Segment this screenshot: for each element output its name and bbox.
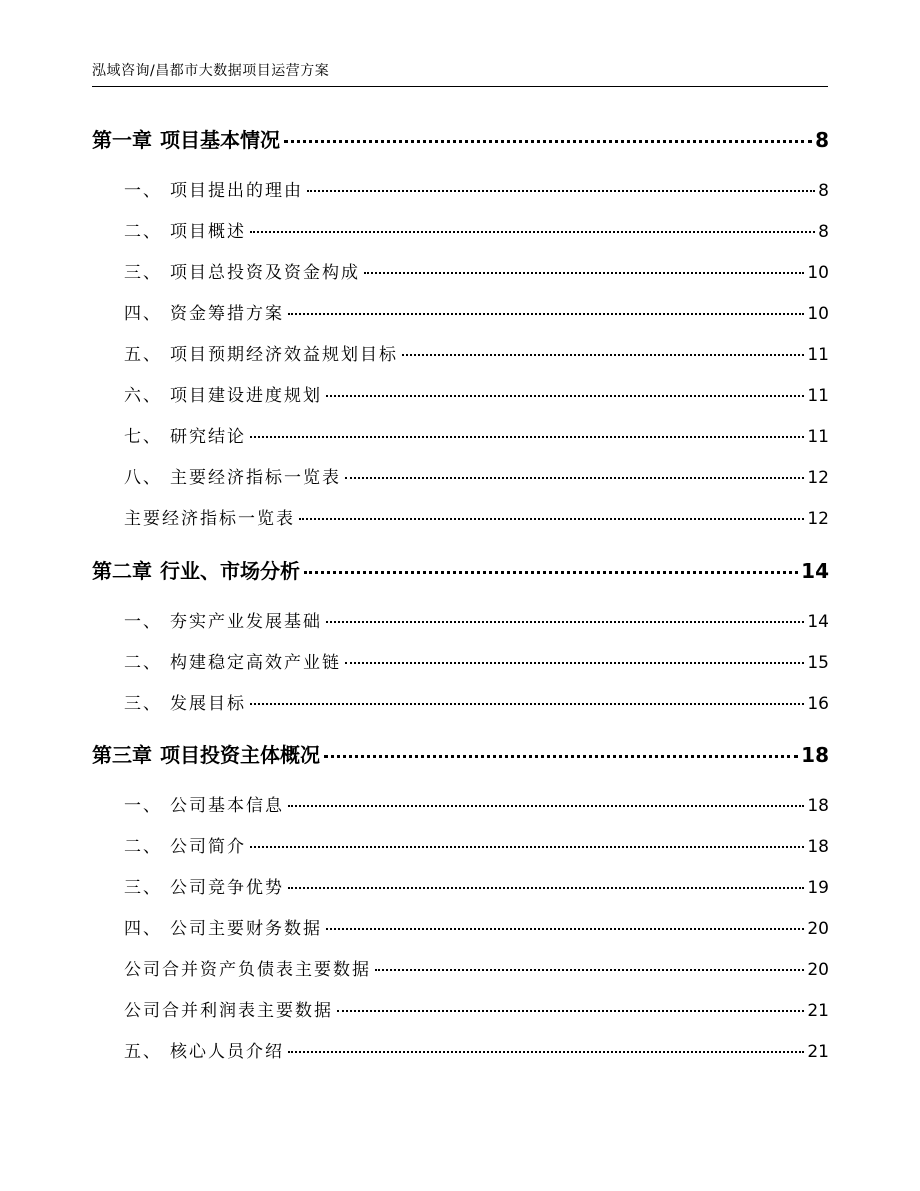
page-number: 15 <box>807 653 829 673</box>
section-number: 五、 <box>124 345 162 365</box>
section-title: 公司竞争优势 <box>170 878 284 898</box>
toc-entry[interactable] <box>124 689 829 714</box>
page-number: 10 <box>807 304 829 324</box>
page-number: 11 <box>807 345 829 365</box>
page-number: 21 <box>807 1001 829 1021</box>
section-title: 发展目标 <box>170 694 246 714</box>
page-number: 18 <box>807 837 829 857</box>
page-number: 11 <box>807 386 829 406</box>
dot-leader <box>288 887 804 889</box>
page-number: 12 <box>807 468 829 488</box>
section-number: 一、 <box>124 612 162 632</box>
section-title: 主要经济指标一览表 <box>124 509 295 529</box>
dot-leader <box>345 477 804 479</box>
toc-entry[interactable] <box>124 607 829 632</box>
section-number: 四、 <box>124 919 162 939</box>
section-number: 三、 <box>124 694 162 714</box>
toc-entry[interactable] <box>124 648 829 673</box>
dot-leader <box>299 518 804 520</box>
section-number: 四、 <box>124 304 162 324</box>
section-title: 构建稳定高效产业链 <box>170 653 341 673</box>
page-number: 8 <box>818 222 829 242</box>
page-number: 10 <box>807 263 829 283</box>
header-title: 泓域咨询/昌都市大数据项目运营方案 <box>92 63 330 79</box>
dot-leader <box>288 805 804 807</box>
section-number: 三、 <box>124 878 162 898</box>
dot-leader <box>324 755 798 758</box>
chapter-number: 第二章 <box>92 559 152 583</box>
section-number: 八、 <box>124 468 162 488</box>
toc-entry[interactable] <box>124 381 829 406</box>
section-title: 公司简介 <box>170 837 246 857</box>
section-number: 五、 <box>124 1042 162 1062</box>
section-title: 公司合并资产负债表主要数据 <box>124 960 371 980</box>
toc-entry-table[interactable] <box>124 504 829 529</box>
toc-entry[interactable] <box>124 832 829 857</box>
section-number: 一、 <box>124 181 162 201</box>
dot-leader <box>326 621 804 623</box>
toc-entry[interactable] <box>124 217 829 242</box>
section-title: 夯实产业发展基础 <box>170 612 322 632</box>
section-title: 研究结论 <box>170 427 246 447</box>
toc-entry[interactable] <box>124 340 829 365</box>
dot-leader <box>304 571 798 574</box>
section-title: 项目概述 <box>170 222 246 242</box>
toc-entry[interactable] <box>124 914 829 939</box>
page-number: 18 <box>801 743 829 767</box>
section-number: 二、 <box>124 222 162 242</box>
dot-leader <box>250 703 804 705</box>
page-number: 11 <box>807 427 829 447</box>
section-number: 七、 <box>124 427 162 447</box>
page-number: 20 <box>807 960 829 980</box>
chapter-title: 项目投资主体概况 <box>160 743 320 767</box>
dot-leader <box>307 190 815 192</box>
toc-entry[interactable] <box>124 873 829 898</box>
section-number: 六、 <box>124 386 162 406</box>
section-title: 项目提出的理由 <box>170 181 303 201</box>
chapter-number: 第一章 <box>92 128 152 152</box>
toc-chapter-3[interactable] <box>92 739 829 768</box>
page-number: 8 <box>818 181 829 201</box>
section-title: 公司合并利润表主要数据 <box>124 1001 333 1021</box>
page-number: 19 <box>807 878 829 898</box>
section-title: 资金筹措方案 <box>170 304 284 324</box>
chapter-title: 行业、市场分析 <box>160 559 300 583</box>
dot-leader <box>288 313 804 315</box>
section-title: 核心人员介绍 <box>170 1042 284 1062</box>
toc-entry[interactable] <box>124 791 829 816</box>
page-number: 18 <box>807 796 829 816</box>
section-title: 项目建设进度规划 <box>170 386 322 406</box>
toc-entry[interactable] <box>124 299 829 324</box>
dot-leader <box>375 969 804 971</box>
section-number: 一、 <box>124 796 162 816</box>
toc-entry[interactable] <box>124 422 829 447</box>
toc-entry-table[interactable] <box>124 955 829 980</box>
page-number: 20 <box>807 919 829 939</box>
dot-leader <box>284 140 812 143</box>
dot-leader <box>337 1010 804 1012</box>
section-title: 项目预期经济效益规划目标 <box>170 345 398 365</box>
dot-leader <box>250 231 815 233</box>
dot-leader <box>288 1051 804 1053</box>
chapter-number: 第三章 <box>92 743 152 767</box>
toc-entry[interactable] <box>124 258 829 283</box>
toc-chapter-2[interactable] <box>92 555 829 584</box>
toc-entry[interactable] <box>124 1037 829 1062</box>
page-number: 21 <box>807 1042 829 1062</box>
page-number: 14 <box>801 559 829 583</box>
page-number: 14 <box>807 612 829 632</box>
dot-leader <box>326 928 804 930</box>
dot-leader <box>364 272 804 274</box>
dot-leader <box>250 436 804 438</box>
dot-leader <box>402 354 804 356</box>
dot-leader <box>345 662 804 664</box>
chapter-title: 项目基本情况 <box>160 128 280 152</box>
section-title: 项目总投资及资金构成 <box>170 263 360 283</box>
dot-leader <box>250 846 804 848</box>
section-title: 主要经济指标一览表 <box>170 468 341 488</box>
page-number: 8 <box>815 128 829 152</box>
section-number: 二、 <box>124 653 162 673</box>
page-number: 12 <box>807 509 829 529</box>
page-number: 16 <box>807 694 829 714</box>
section-title: 公司基本信息 <box>170 796 284 816</box>
toc-entry[interactable] <box>124 176 829 201</box>
toc-chapter-1[interactable] <box>92 124 829 153</box>
dot-leader <box>326 395 804 397</box>
toc-entry-table[interactable] <box>124 996 829 1021</box>
section-number: 三、 <box>124 263 162 283</box>
section-title: 公司主要财务数据 <box>170 919 322 939</box>
section-number: 二、 <box>124 837 162 857</box>
toc-entry[interactable] <box>124 463 829 488</box>
